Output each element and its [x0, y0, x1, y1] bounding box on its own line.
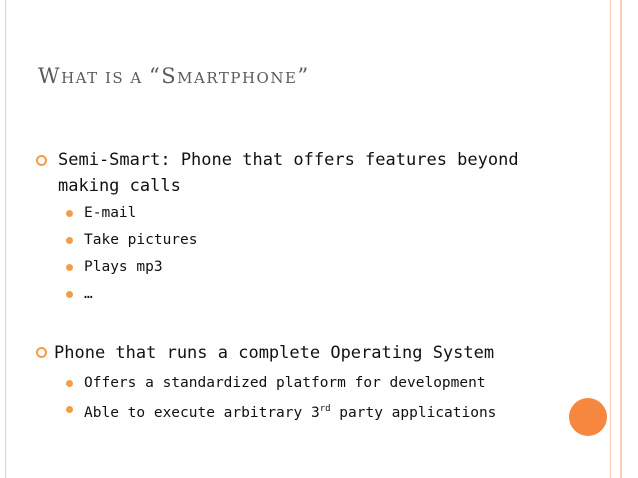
title-cap-w: W: [38, 64, 62, 88]
sub-bullet-third-party-apps: [84, 399, 496, 423]
sub-bullet-marker: [66, 210, 73, 217]
third-party-superscript: rd: [319, 404, 331, 414]
title-close-quote: ”: [297, 64, 310, 88]
slide-title: [38, 64, 310, 88]
sub-bullet-take-pictures: Take pictures: [84, 232, 198, 248]
sub-bullet-ellipsis: …: [84, 286, 93, 302]
third-party-text-after: party applications: [330, 405, 497, 421]
bullet-2-line-1: Phone that runs a complete Operating System: [54, 343, 495, 363]
left-frame-line: [5, 0, 6, 478]
title-small-caps-2: MARTPHONE: [177, 69, 298, 87]
third-party-text-before: Able to execute arbitrary 3: [84, 405, 320, 421]
decorative-orange-circle: [569, 398, 607, 436]
right-frame-line-outer: [620, 0, 622, 478]
sub-bullet-email: E-mail: [84, 205, 137, 221]
title-small-caps-1: HAT IS A: [61, 69, 150, 87]
bullet-1-line-2: making calls: [58, 176, 181, 196]
sub-bullet-standardized-platform: Offers a standardized platform for development: [84, 375, 486, 391]
bullet-1-line-1: Semi-Smart: Phone that offers features beyond: [58, 150, 519, 170]
bullet-2-marker: [36, 347, 47, 358]
sub-bullet-marker: [66, 264, 73, 271]
sub-bullet-marker: [66, 237, 73, 244]
sub-bullet-marker: [66, 291, 73, 298]
sub-bullet-marker: [66, 380, 73, 387]
bullet-1-marker: [36, 155, 47, 166]
title-cap-s: “S: [149, 64, 178, 88]
right-frame-line: [610, 0, 611, 478]
sub-bullet-plays-mp3: Plays mp3: [84, 259, 163, 275]
sub-bullet-marker: [66, 406, 73, 413]
